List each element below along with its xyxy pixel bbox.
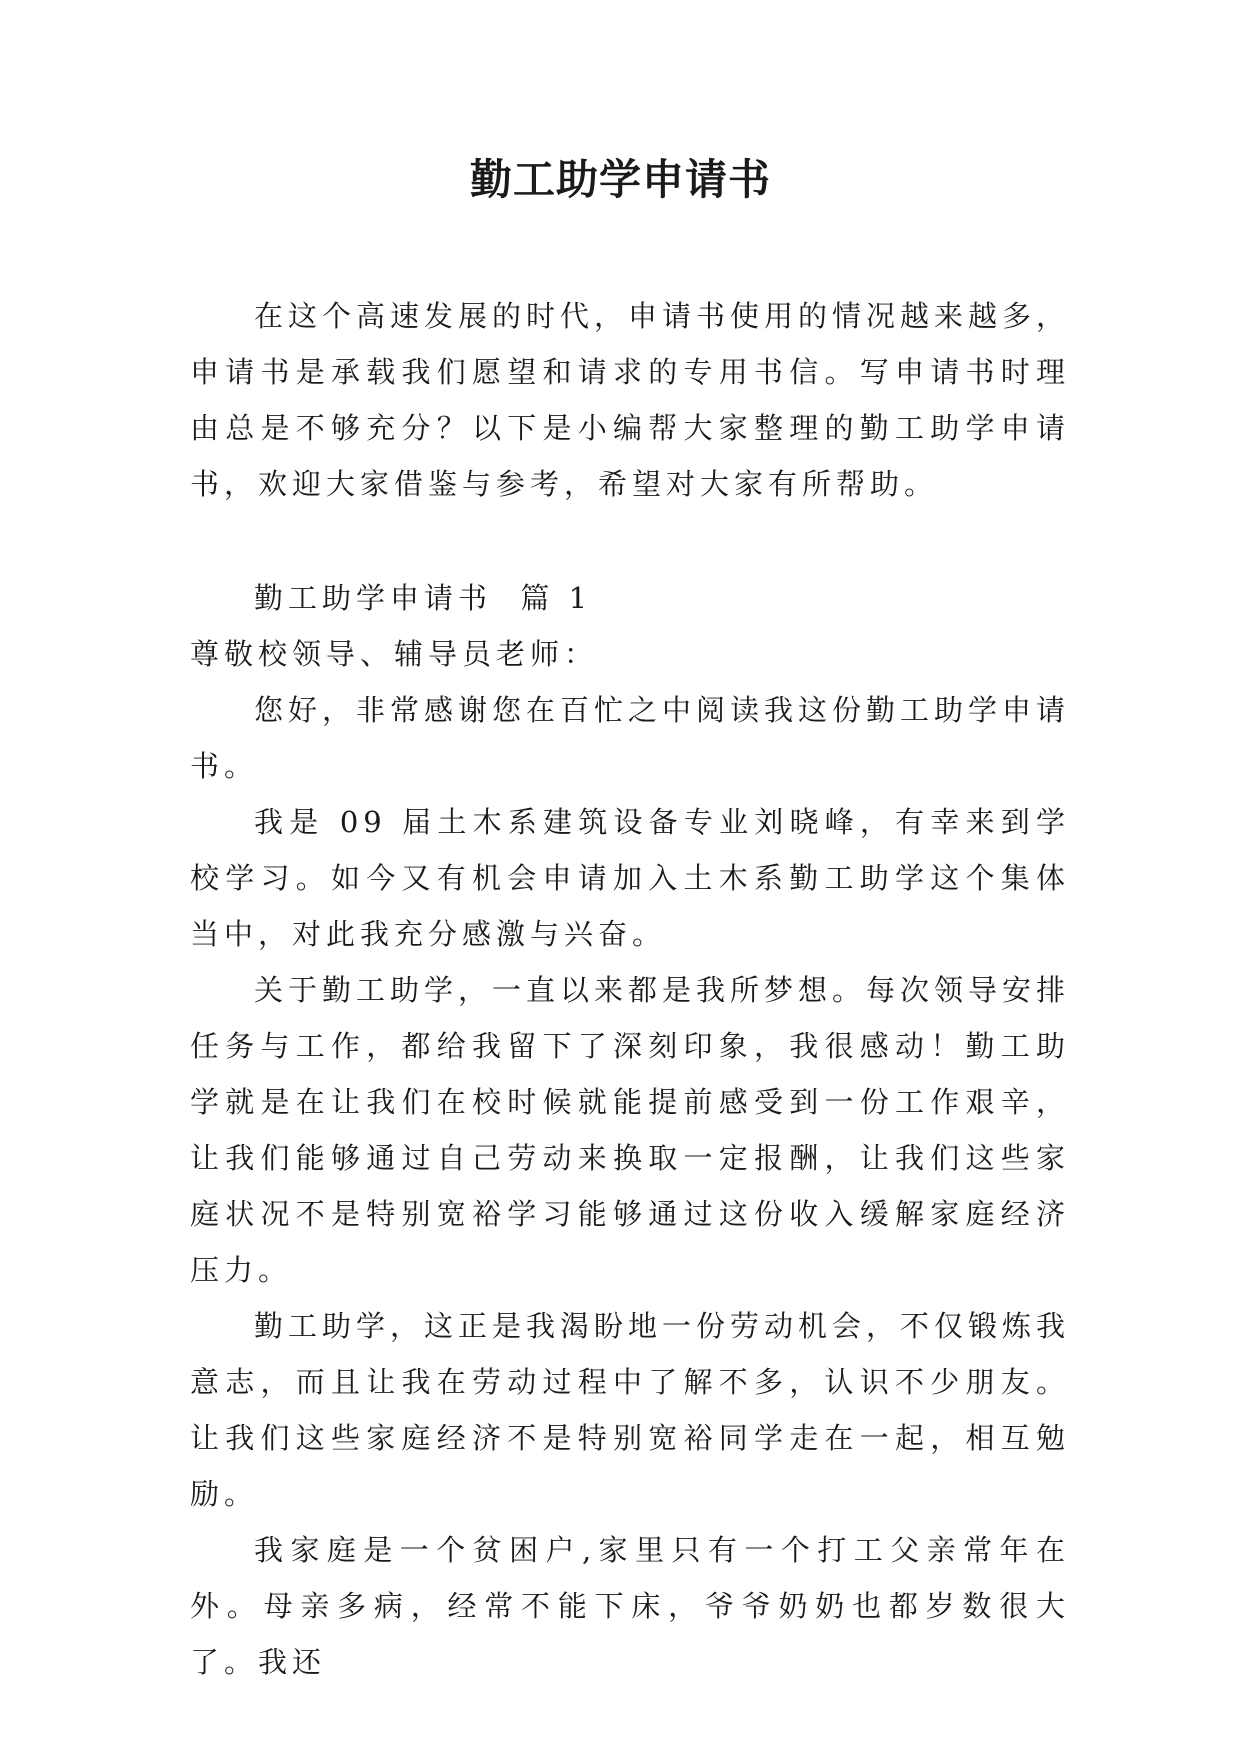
document-title: 勤工助学申请书: [469, 155, 771, 204]
intro-paragraph: 在这个高速发展的时代，申请书使用的情况越来越多，申请书是承载我们愿望和请求的专用书信。写申请书时理由总是不够充分？以下是小编帮大家整理的勤工助学申请书，欢迎大家借鉴与参考，希望对大家有所帮助。: [190, 299, 1071, 501]
salutation: 尊敬校领导、辅导员老师：: [190, 637, 599, 671]
paragraph-spacer: [190, 512, 1070, 570]
body-paragraph: 您好，非常感谢您在百忙之中阅读我这份勤工助学申请书。: [190, 693, 1071, 783]
section-heading: 勤工助学申请书 篇 1: [254, 581, 593, 615]
body-paragraph: 我是 09 届土木系建筑设备专业刘晓峰，有幸来到学校学习。如今又有机会申请加入土木系勤工助学这个集体当中，对此我充分感激与兴奋。: [190, 805, 1070, 951]
body-paragraph: 我家庭是一个贫困户,家里只有一个打工父亲常年在外。母亲多病，经常不能下床，爷爷奶奶也都岁数很大了。我还: [190, 1533, 1070, 1679]
body-paragraph: 关于勤工助学，一直以来都是我所梦想。每次领导安排任务与工作，都给我留下了深刻印象，我很感动！勤工助学就是在让我们在校时候就能提前感受到一份工作艰辛，让我们能够通过自己劳动来换取一定报酬，让我们这些家庭状况不是特别宽裕学习能够通过这份收入缓解家庭经济压力。: [190, 973, 1071, 1287]
body-paragraph: 勤工助学，这正是我渴盼地一份劳动机会，不仅锻炼我意志，而且让我在劳动过程中了解不多，认识不少朋友。让我们这些家庭经济不是特别宽裕同学走在一起，相互勉励。: [190, 1309, 1071, 1511]
document-body: [190, 288, 1070, 1690]
